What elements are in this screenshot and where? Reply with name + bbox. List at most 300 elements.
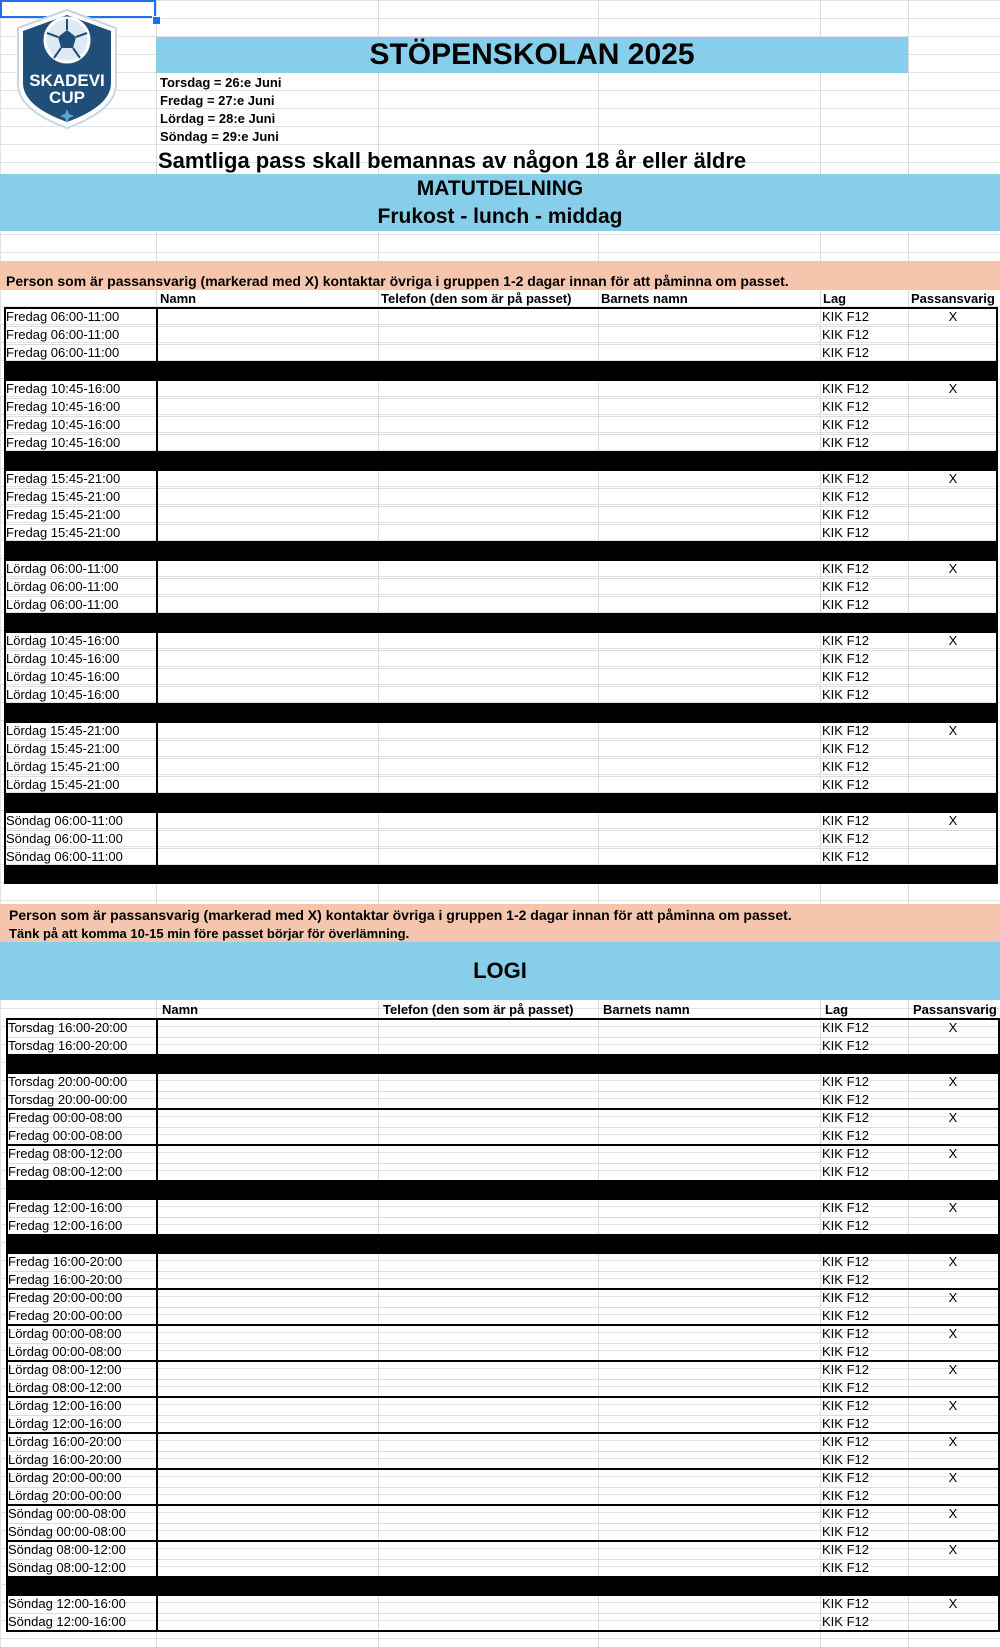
team-cell[interactable]: KIK F12 xyxy=(822,759,869,774)
shift-time-cell[interactable]: Söndag 06:00-11:00 xyxy=(6,813,123,828)
responsible-cell[interactable]: X xyxy=(948,1074,958,1089)
child-name-cell[interactable] xyxy=(598,470,820,488)
child-name-cell[interactable] xyxy=(598,1379,820,1397)
child-name-cell[interactable] xyxy=(598,578,820,596)
phone-cell[interactable] xyxy=(378,1217,598,1235)
shift-time-cell[interactable]: Fredag 06:00-11:00 xyxy=(6,309,120,324)
responsible-cell[interactable]: X xyxy=(948,633,958,648)
responsible-cell[interactable]: X xyxy=(948,1254,958,1269)
responsible-cell[interactable] xyxy=(908,1271,998,1289)
responsible-cell[interactable]: X xyxy=(948,1596,958,1611)
shift-time-cell[interactable]: Lördag 10:45-16:00 xyxy=(6,651,120,666)
name-cell[interactable] xyxy=(156,812,378,830)
name-cell[interactable] xyxy=(156,686,378,704)
team-cell[interactable]: KIK F12 xyxy=(822,723,869,738)
shift-time-cell[interactable]: Fredag 12:00-16:00 xyxy=(8,1200,123,1215)
responsible-cell[interactable]: X xyxy=(948,309,958,324)
responsible-cell[interactable] xyxy=(908,506,998,524)
team-cell[interactable]: KIK F12 xyxy=(822,1506,869,1521)
name-cell[interactable] xyxy=(156,1541,378,1559)
phone-cell[interactable] xyxy=(378,1091,598,1109)
team-cell[interactable]: KIK F12 xyxy=(822,435,869,450)
child-name-cell[interactable] xyxy=(598,1109,820,1127)
name-cell[interactable] xyxy=(156,1271,378,1289)
shift-time-cell[interactable]: Söndag 12:00-16:00 xyxy=(8,1596,126,1611)
responsible-cell[interactable]: X xyxy=(948,1200,958,1215)
child-name-cell[interactable] xyxy=(598,1307,820,1325)
phone-cell[interactable] xyxy=(378,686,598,704)
phone-cell[interactable] xyxy=(378,1307,598,1325)
phone-cell[interactable] xyxy=(378,1487,598,1505)
phone-cell[interactable] xyxy=(378,1253,598,1271)
name-cell[interactable] xyxy=(156,1559,378,1577)
team-cell[interactable]: KIK F12 xyxy=(822,1308,869,1323)
child-name-cell[interactable] xyxy=(598,758,820,776)
phone-cell[interactable] xyxy=(378,650,598,668)
child-name-cell[interactable] xyxy=(598,434,820,452)
team-cell[interactable]: KIK F12 xyxy=(822,813,869,828)
shift-time-cell[interactable]: Fredag 00:00-08:00 xyxy=(8,1110,123,1125)
name-cell[interactable] xyxy=(156,326,378,344)
shift-time-cell[interactable]: Lördag 00:00-08:00 xyxy=(8,1344,122,1359)
team-cell[interactable]: KIK F12 xyxy=(822,1038,869,1053)
responsible-cell[interactable] xyxy=(908,596,998,614)
phone-cell[interactable] xyxy=(378,632,598,650)
responsible-cell[interactable] xyxy=(908,1343,998,1361)
shift-time-cell[interactable]: Torsdag 20:00-00:00 xyxy=(8,1092,128,1107)
phone-cell[interactable] xyxy=(378,416,598,434)
team-cell[interactable]: KIK F12 xyxy=(822,1452,869,1467)
shift-time-cell[interactable]: Söndag 12:00-16:00 xyxy=(8,1614,126,1629)
team-cell[interactable]: KIK F12 xyxy=(822,651,869,666)
team-cell[interactable]: KIK F12 xyxy=(822,1398,869,1413)
responsible-cell[interactable] xyxy=(908,1451,998,1469)
child-name-cell[interactable] xyxy=(598,722,820,740)
team-cell[interactable]: KIK F12 xyxy=(822,489,869,504)
shift-time-cell[interactable]: Lördag 10:45-16:00 xyxy=(6,687,120,702)
name-cell[interactable] xyxy=(156,1469,378,1487)
child-name-cell[interactable] xyxy=(598,776,820,794)
phone-cell[interactable] xyxy=(378,1505,598,1523)
phone-cell[interactable] xyxy=(378,1127,598,1145)
name-cell[interactable] xyxy=(156,470,378,488)
child-name-cell[interactable] xyxy=(598,1415,820,1433)
child-name-cell[interactable] xyxy=(598,668,820,686)
shift-time-cell[interactable]: Lördag 15:45-21:00 xyxy=(6,741,120,756)
team-cell[interactable]: KIK F12 xyxy=(822,777,869,792)
shift-time-cell[interactable]: Söndag 08:00-12:00 xyxy=(8,1560,126,1575)
child-name-cell[interactable] xyxy=(598,560,820,578)
shift-time-cell[interactable]: Lördag 06:00-11:00 xyxy=(6,597,119,612)
responsible-cell[interactable] xyxy=(908,1379,998,1397)
child-name-cell[interactable] xyxy=(598,308,820,326)
team-cell[interactable]: KIK F12 xyxy=(822,1542,869,1557)
phone-cell[interactable] xyxy=(378,1109,598,1127)
name-cell[interactable] xyxy=(156,1595,378,1613)
name-cell[interactable] xyxy=(156,1253,378,1271)
responsible-cell[interactable] xyxy=(908,1523,998,1541)
shift-time-cell[interactable]: Fredag 12:00-16:00 xyxy=(8,1218,123,1233)
team-cell[interactable]: KIK F12 xyxy=(822,579,869,594)
shift-time-cell[interactable]: Lördag 15:45-21:00 xyxy=(6,759,120,774)
team-cell[interactable]: KIK F12 xyxy=(822,1470,869,1485)
team-cell[interactable]: KIK F12 xyxy=(822,687,869,702)
phone-cell[interactable] xyxy=(378,308,598,326)
shift-time-cell[interactable]: Fredag 15:45-21:00 xyxy=(6,471,121,486)
shift-time-cell[interactable]: Torsdag 16:00-20:00 xyxy=(8,1038,128,1053)
shift-time-cell[interactable]: Lördag 10:45-16:00 xyxy=(6,669,120,684)
child-name-cell[interactable] xyxy=(598,1523,820,1541)
shift-time-cell[interactable]: Fredag 10:45-16:00 xyxy=(6,435,121,450)
phone-cell[interactable] xyxy=(378,1343,598,1361)
phone-cell[interactable] xyxy=(378,812,598,830)
name-cell[interactable] xyxy=(156,632,378,650)
shift-time-cell[interactable]: Torsdag 20:00-00:00 xyxy=(8,1074,128,1089)
team-cell[interactable]: KIK F12 xyxy=(822,597,869,612)
team-cell[interactable]: KIK F12 xyxy=(822,309,869,324)
responsible-cell[interactable] xyxy=(908,830,998,848)
shift-time-cell[interactable]: Lördag 08:00-12:00 xyxy=(8,1380,122,1395)
shift-time-cell[interactable]: Söndag 00:00-08:00 xyxy=(8,1506,126,1521)
team-cell[interactable]: KIK F12 xyxy=(822,561,869,576)
name-cell[interactable] xyxy=(156,1451,378,1469)
child-name-cell[interactable] xyxy=(598,398,820,416)
child-name-cell[interactable] xyxy=(598,1469,820,1487)
name-cell[interactable] xyxy=(156,308,378,326)
team-cell[interactable]: KIK F12 xyxy=(822,1614,869,1629)
team-cell[interactable]: KIK F12 xyxy=(822,1020,869,1035)
phone-cell[interactable] xyxy=(378,344,598,362)
phone-cell[interactable] xyxy=(378,1163,598,1181)
child-name-cell[interactable] xyxy=(598,1397,820,1415)
shift-time-cell[interactable]: Söndag 06:00-11:00 xyxy=(6,831,123,846)
child-name-cell[interactable] xyxy=(598,1271,820,1289)
responsible-cell[interactable]: X xyxy=(948,1290,958,1305)
shift-time-cell[interactable]: Söndag 06:00-11:00 xyxy=(6,849,123,864)
child-name-cell[interactable] xyxy=(598,1595,820,1613)
phone-cell[interactable] xyxy=(378,524,598,542)
phone-cell[interactable] xyxy=(378,326,598,344)
child-name-cell[interactable] xyxy=(598,1145,820,1163)
child-name-cell[interactable] xyxy=(598,1541,820,1559)
responsible-cell[interactable] xyxy=(908,1127,998,1145)
name-cell[interactable] xyxy=(156,758,378,776)
shift-time-cell[interactable]: Fredag 10:45-16:00 xyxy=(6,381,121,396)
child-name-cell[interactable] xyxy=(598,1073,820,1091)
responsible-cell[interactable] xyxy=(908,686,998,704)
child-name-cell[interactable] xyxy=(598,1019,820,1037)
phone-cell[interactable] xyxy=(378,1595,598,1613)
phone-cell[interactable] xyxy=(378,830,598,848)
child-name-cell[interactable] xyxy=(598,1451,820,1469)
team-cell[interactable]: KIK F12 xyxy=(822,417,869,432)
name-cell[interactable] xyxy=(156,1163,378,1181)
name-cell[interactable] xyxy=(156,1127,378,1145)
responsible-cell[interactable] xyxy=(908,326,998,344)
team-cell[interactable]: KIK F12 xyxy=(822,831,869,846)
team-cell[interactable]: KIK F12 xyxy=(822,1434,869,1449)
team-cell[interactable]: KIK F12 xyxy=(822,345,869,360)
phone-cell[interactable] xyxy=(378,1199,598,1217)
phone-cell[interactable] xyxy=(378,776,598,794)
phone-cell[interactable] xyxy=(378,1019,598,1037)
responsible-cell[interactable] xyxy=(908,1163,998,1181)
child-name-cell[interactable] xyxy=(598,1613,820,1631)
responsible-cell[interactable]: X xyxy=(948,1398,958,1413)
phone-cell[interactable] xyxy=(378,1037,598,1055)
shift-time-cell[interactable]: Fredag 16:00-20:00 xyxy=(8,1272,123,1287)
child-name-cell[interactable] xyxy=(598,1505,820,1523)
responsible-cell[interactable] xyxy=(908,488,998,506)
child-name-cell[interactable] xyxy=(598,1433,820,1451)
team-cell[interactable]: KIK F12 xyxy=(822,1326,869,1341)
shift-time-cell[interactable]: Lördag 06:00-11:00 xyxy=(6,561,119,576)
team-cell[interactable]: KIK F12 xyxy=(822,1290,869,1305)
responsible-cell[interactable] xyxy=(908,1307,998,1325)
team-cell[interactable]: KIK F12 xyxy=(822,741,869,756)
child-name-cell[interactable] xyxy=(598,1091,820,1109)
shift-time-cell[interactable]: Lördag 00:00-08:00 xyxy=(8,1326,122,1341)
phone-cell[interactable] xyxy=(378,380,598,398)
responsible-cell[interactable] xyxy=(908,416,998,434)
responsible-cell[interactable] xyxy=(908,578,998,596)
shift-time-cell[interactable]: Lördag 08:00-12:00 xyxy=(8,1362,122,1377)
responsible-cell[interactable]: X xyxy=(948,1110,958,1125)
shift-time-cell[interactable]: Fredag 20:00-00:00 xyxy=(8,1308,123,1323)
shift-time-cell[interactable]: Söndag 00:00-08:00 xyxy=(8,1524,126,1539)
name-cell[interactable] xyxy=(156,596,378,614)
shift-time-cell[interactable]: Lördag 16:00-20:00 xyxy=(8,1452,122,1467)
shift-time-cell[interactable]: Fredag 15:45-21:00 xyxy=(6,525,121,540)
team-cell[interactable]: KIK F12 xyxy=(822,669,869,684)
name-cell[interactable] xyxy=(156,1091,378,1109)
child-name-cell[interactable] xyxy=(598,740,820,758)
responsible-cell[interactable]: X xyxy=(948,1326,958,1341)
shift-time-cell[interactable]: Fredag 06:00-11:00 xyxy=(6,327,120,342)
responsible-cell[interactable]: X xyxy=(948,381,958,396)
shift-time-cell[interactable]: Lördag 20:00-00:00 xyxy=(8,1470,122,1485)
team-cell[interactable]: KIK F12 xyxy=(822,1524,869,1539)
responsible-cell[interactable] xyxy=(908,848,998,866)
shift-time-cell[interactable]: Fredag 08:00-12:00 xyxy=(8,1164,123,1179)
responsible-cell[interactable] xyxy=(908,1415,998,1433)
shift-time-cell[interactable]: Fredag 00:00-08:00 xyxy=(8,1128,123,1143)
responsible-cell[interactable] xyxy=(908,650,998,668)
phone-cell[interactable] xyxy=(378,578,598,596)
name-cell[interactable] xyxy=(156,1505,378,1523)
child-name-cell[interactable] xyxy=(598,326,820,344)
responsible-cell[interactable]: X xyxy=(948,561,958,576)
shift-time-cell[interactable]: Lördag 20:00-00:00 xyxy=(8,1488,122,1503)
phone-cell[interactable] xyxy=(378,1379,598,1397)
name-cell[interactable] xyxy=(156,1415,378,1433)
shift-time-cell[interactable]: Fredag 16:00-20:00 xyxy=(8,1254,123,1269)
name-cell[interactable] xyxy=(156,1325,378,1343)
phone-cell[interactable] xyxy=(378,1325,598,1343)
responsible-cell[interactable]: X xyxy=(948,1362,958,1377)
child-name-cell[interactable] xyxy=(598,1361,820,1379)
responsible-cell[interactable]: X xyxy=(948,1020,958,1035)
phone-cell[interactable] xyxy=(378,740,598,758)
team-cell[interactable]: KIK F12 xyxy=(822,1146,869,1161)
responsible-cell[interactable]: X xyxy=(948,1434,958,1449)
child-name-cell[interactable] xyxy=(598,686,820,704)
name-cell[interactable] xyxy=(156,1109,378,1127)
child-name-cell[interactable] xyxy=(598,1559,820,1577)
shift-time-cell[interactable]: Fredag 06:00-11:00 xyxy=(6,345,120,360)
team-cell[interactable]: KIK F12 xyxy=(822,1560,869,1575)
name-cell[interactable] xyxy=(156,1289,378,1307)
responsible-cell[interactable] xyxy=(908,776,998,794)
name-cell[interactable] xyxy=(156,434,378,452)
shift-time-cell[interactable]: Lördag 12:00-16:00 xyxy=(8,1398,122,1413)
name-cell[interactable] xyxy=(156,578,378,596)
child-name-cell[interactable] xyxy=(598,506,820,524)
name-cell[interactable] xyxy=(156,650,378,668)
shift-time-cell[interactable]: Lördag 12:00-16:00 xyxy=(8,1416,122,1431)
phone-cell[interactable] xyxy=(378,506,598,524)
team-cell[interactable]: KIK F12 xyxy=(822,1596,869,1611)
responsible-cell[interactable] xyxy=(908,1217,998,1235)
name-cell[interactable] xyxy=(156,1199,378,1217)
responsible-cell[interactable]: X xyxy=(948,1542,958,1557)
responsible-cell[interactable]: X xyxy=(948,723,958,738)
name-cell[interactable] xyxy=(156,1019,378,1037)
child-name-cell[interactable] xyxy=(598,1037,820,1055)
shift-time-cell[interactable]: Fredag 20:00-00:00 xyxy=(8,1290,123,1305)
name-cell[interactable] xyxy=(156,560,378,578)
child-name-cell[interactable] xyxy=(598,1487,820,1505)
child-name-cell[interactable] xyxy=(598,1217,820,1235)
team-cell[interactable]: KIK F12 xyxy=(822,1218,869,1233)
responsible-cell[interactable] xyxy=(908,398,998,416)
team-cell[interactable]: KIK F12 xyxy=(822,1074,869,1089)
name-cell[interactable] xyxy=(156,848,378,866)
name-cell[interactable] xyxy=(156,1307,378,1325)
child-name-cell[interactable] xyxy=(598,1253,820,1271)
shift-time-cell[interactable]: Lördag 15:45-21:00 xyxy=(6,723,120,738)
team-cell[interactable]: KIK F12 xyxy=(822,1272,869,1287)
shift-time-cell[interactable]: Lördag 15:45-21:00 xyxy=(6,777,120,792)
child-name-cell[interactable] xyxy=(598,344,820,362)
team-cell[interactable]: KIK F12 xyxy=(822,1092,869,1107)
child-name-cell[interactable] xyxy=(598,1289,820,1307)
team-cell[interactable]: KIK F12 xyxy=(822,1488,869,1503)
phone-cell[interactable] xyxy=(378,668,598,686)
child-name-cell[interactable] xyxy=(598,650,820,668)
child-name-cell[interactable] xyxy=(598,416,820,434)
phone-cell[interactable] xyxy=(378,1469,598,1487)
phone-cell[interactable] xyxy=(378,596,598,614)
phone-cell[interactable] xyxy=(378,722,598,740)
responsible-cell[interactable] xyxy=(908,344,998,362)
shift-time-cell[interactable]: Fredag 08:00-12:00 xyxy=(8,1146,123,1161)
phone-cell[interactable] xyxy=(378,560,598,578)
responsible-cell[interactable] xyxy=(908,1091,998,1109)
name-cell[interactable] xyxy=(156,344,378,362)
phone-cell[interactable] xyxy=(378,1073,598,1091)
name-cell[interactable] xyxy=(156,380,378,398)
name-cell[interactable] xyxy=(156,740,378,758)
shift-time-cell[interactable]: Lördag 10:45-16:00 xyxy=(6,633,120,648)
shift-time-cell[interactable]: Lördag 06:00-11:00 xyxy=(6,579,119,594)
child-name-cell[interactable] xyxy=(598,524,820,542)
shift-time-cell[interactable]: Söndag 08:00-12:00 xyxy=(8,1542,126,1557)
responsible-cell[interactable] xyxy=(908,1487,998,1505)
phone-cell[interactable] xyxy=(378,848,598,866)
name-cell[interactable] xyxy=(156,1037,378,1055)
phone-cell[interactable] xyxy=(378,1523,598,1541)
responsible-cell[interactable] xyxy=(908,668,998,686)
name-cell[interactable] xyxy=(156,776,378,794)
team-cell[interactable]: KIK F12 xyxy=(822,1344,869,1359)
shift-time-cell[interactable]: Fredag 10:45-16:00 xyxy=(6,399,121,414)
responsible-cell[interactable]: X xyxy=(948,1506,958,1521)
team-cell[interactable]: KIK F12 xyxy=(822,471,869,486)
name-cell[interactable] xyxy=(156,722,378,740)
name-cell[interactable] xyxy=(156,1379,378,1397)
name-cell[interactable] xyxy=(156,416,378,434)
child-name-cell[interactable] xyxy=(598,1127,820,1145)
name-cell[interactable] xyxy=(156,1343,378,1361)
name-cell[interactable] xyxy=(156,1073,378,1091)
team-cell[interactable]: KIK F12 xyxy=(822,507,869,522)
name-cell[interactable] xyxy=(156,1397,378,1415)
phone-cell[interactable] xyxy=(378,1451,598,1469)
responsible-cell[interactable]: X xyxy=(948,1470,958,1485)
name-cell[interactable] xyxy=(156,398,378,416)
phone-cell[interactable] xyxy=(378,1541,598,1559)
team-cell[interactable]: KIK F12 xyxy=(822,1416,869,1431)
child-name-cell[interactable] xyxy=(598,1343,820,1361)
name-cell[interactable] xyxy=(156,668,378,686)
name-cell[interactable] xyxy=(156,1361,378,1379)
shift-time-cell[interactable]: Fredag 10:45-16:00 xyxy=(6,417,121,432)
responsible-cell[interactable] xyxy=(908,1613,998,1631)
child-name-cell[interactable] xyxy=(598,812,820,830)
name-cell[interactable] xyxy=(156,506,378,524)
shift-time-cell[interactable]: Fredag 15:45-21:00 xyxy=(6,507,121,522)
phone-cell[interactable] xyxy=(378,398,598,416)
responsible-cell[interactable]: X xyxy=(948,1146,958,1161)
name-cell[interactable] xyxy=(156,1145,378,1163)
phone-cell[interactable] xyxy=(378,758,598,776)
name-cell[interactable] xyxy=(156,1487,378,1505)
phone-cell[interactable] xyxy=(378,1559,598,1577)
team-cell[interactable]: KIK F12 xyxy=(822,849,869,864)
name-cell[interactable] xyxy=(156,830,378,848)
team-cell[interactable]: KIK F12 xyxy=(822,1110,869,1125)
phone-cell[interactable] xyxy=(378,1415,598,1433)
child-name-cell[interactable] xyxy=(598,596,820,614)
responsible-cell[interactable] xyxy=(908,434,998,452)
child-name-cell[interactable] xyxy=(598,1325,820,1343)
team-cell[interactable]: KIK F12 xyxy=(822,1128,869,1143)
phone-cell[interactable] xyxy=(378,1397,598,1415)
team-cell[interactable]: KIK F12 xyxy=(822,525,869,540)
responsible-cell[interactable] xyxy=(908,758,998,776)
team-cell[interactable]: KIK F12 xyxy=(822,1254,869,1269)
shift-time-cell[interactable]: Fredag 15:45-21:00 xyxy=(6,489,121,504)
child-name-cell[interactable] xyxy=(598,380,820,398)
responsible-cell[interactable]: X xyxy=(948,813,958,828)
fill-handle[interactable] xyxy=(152,16,161,25)
team-cell[interactable]: KIK F12 xyxy=(822,1200,869,1215)
shift-time-cell[interactable]: Torsdag 16:00-20:00 xyxy=(8,1020,128,1035)
name-cell[interactable] xyxy=(156,1613,378,1631)
name-cell[interactable] xyxy=(156,1217,378,1235)
name-cell[interactable] xyxy=(156,1523,378,1541)
